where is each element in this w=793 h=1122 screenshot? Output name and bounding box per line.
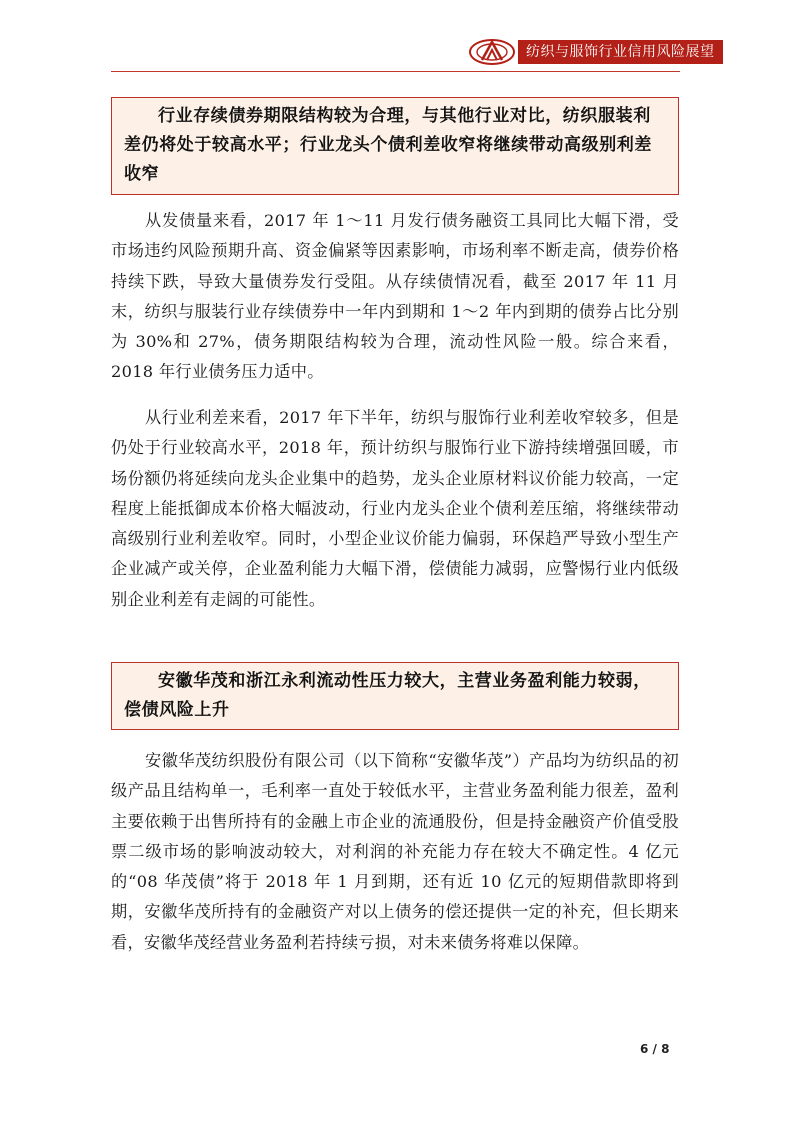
company-logo-icon xyxy=(468,38,516,66)
page-header xyxy=(468,38,723,66)
body-paragraph: 从发债量来看，2017 年 1～11 月发行债务融资工具同比大幅下滑，受市场违约风险预期升高、资金偏紧等因素影响，市场利率不断走高，债券价格持续下跌，导致大量债券发行受阻。从存续债情况看，截至 2017 年 11 月末，纺织与服装行业存续债券中一年内到期和 1～2 年内到期的债券占比分别为 30%和 27%，债务期限结构较为合理，流动性风险一般。综合来看，2018 年行业债务压力适中。 xyxy=(111,211,679,382)
body-paragraph: 从行业利差来看，2017 年下半年，纺织与服饰行业利差收窄较多，但是仍处于行业较高水平，2018 年，预计纺织与服饰行业下游持续增强回暖，市场份额仍将延续向龙头企业集中的趋势，龙头企业原材料议价能力较高，一定程度上能抵御成本价格大幅波动，行业内龙头企业个债利差压缩，将继续带动高级别行业利差收窄。同时，小型企业议价能力偏弱，环保趋严导致小型生产企业减产或关停，企业盈利能力大幅下滑，偿债能力减弱，应警惕行业内低级别企业利差有走阔的可能性。 xyxy=(111,408,679,609)
header-divider xyxy=(111,71,680,72)
header-title: 纺织与服饰行业信用风险展望 xyxy=(518,40,723,64)
section-heading: 安徽华茂和浙江永利流动性压力较大，主营业务盈利能力较弱，偿债风险上升 xyxy=(124,671,651,720)
body-paragraph: 安徽华茂纺织股份有限公司（以下简称“安徽华茂”）产品均为纺织品的初级产品且结构单一，毛利率一直处于较低水平，主营业务盈利能力很差，盈利主要依赖于出售所持有的金融上市企业的流通股份，但是持金融资产价值受股票二级市场的影响波动较大，对利润的补充能力存在较大不确定性。4 亿元的“08 华茂债”将于 2018 年 1 月到期，还有近 10 亿元的短期借款即将到期，安徽华茂所持有的金融资产对以上债务的偿还提供一定的补充，但长期来看，安徽华茂经营业务盈利若持续亏损，对未来债务将难以保障。 xyxy=(111,751,679,952)
section-heading-box xyxy=(111,97,679,195)
section-heading: 行业存续债券期限结构较为合理，与其他行业对比，纺织服装利差仍将处于较高水平；行业龙头个债利差收窄将继续带动高级别利差收窄 xyxy=(124,106,652,184)
page-number: 6 / 8 xyxy=(640,1042,670,1056)
section-heading-box xyxy=(111,662,679,730)
